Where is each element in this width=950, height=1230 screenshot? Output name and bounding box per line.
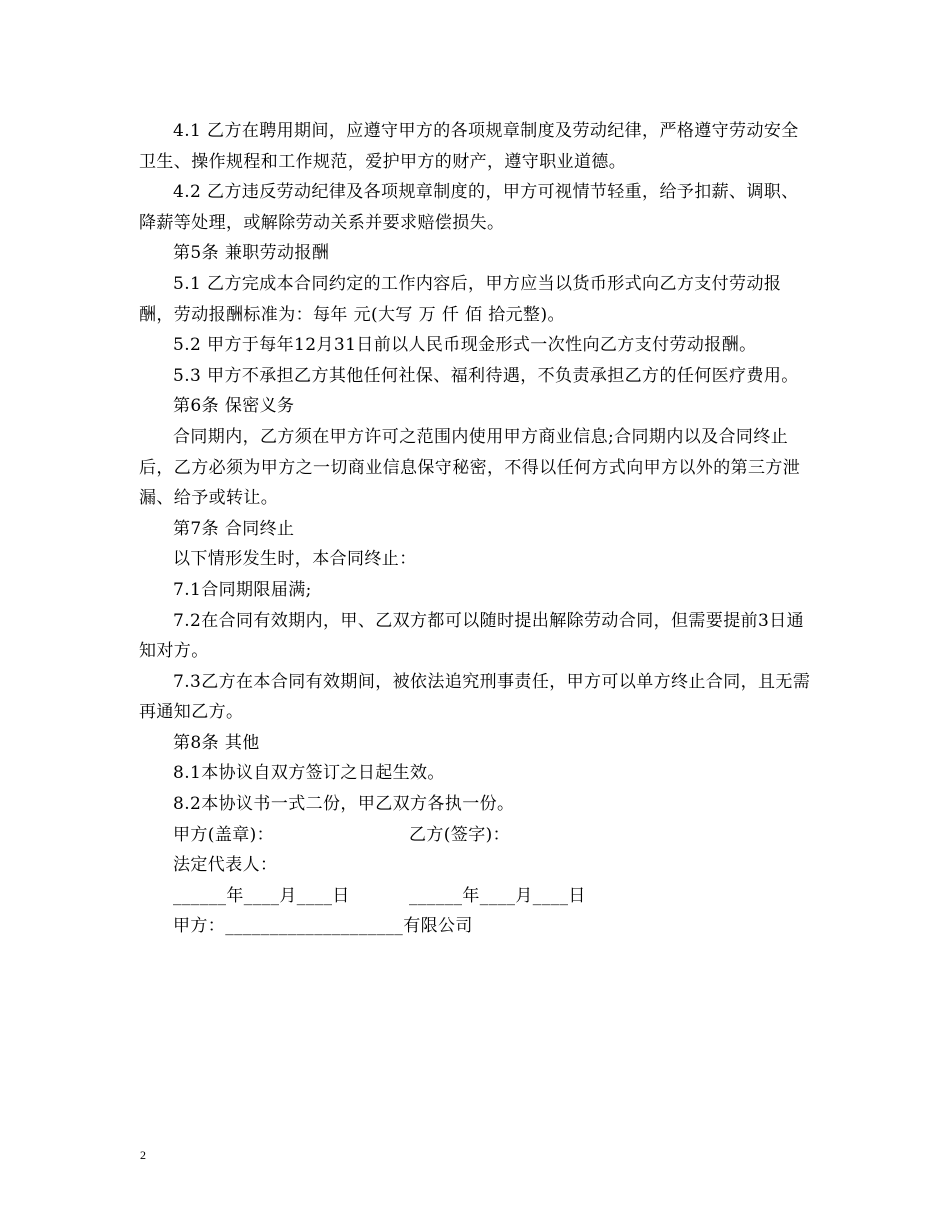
contract-body bbox=[139, 116, 811, 942]
party-b-date: ______年____月____日 bbox=[409, 885, 586, 906]
clause-8-1: 8.1本协议自双方签订之日起生效。 bbox=[173, 763, 445, 784]
clause-4-2: 4.2 乙方违反劳动纪律及各项规章制度的，甲方可视情节轻重，给予扣薪、调职、降薪等处理，或解除劳动关系并要求赔偿损失。 bbox=[139, 182, 799, 233]
company-name-row bbox=[139, 911, 811, 942]
legal-representative-label: 法定代表人： bbox=[173, 855, 278, 876]
clause-5-1: 5.1 乙方完成本合同约定的工作内容后，甲方应当以货币形式向乙方支付劳动报酬，劳动报酬标准为：每年 元(大写 万 仟 佰 拾元整)。 bbox=[139, 273, 782, 325]
clause-5-2: 5.2 甲方于每年12月31日前以人民币现金形式一次性向乙方支付劳动报酬。 bbox=[173, 335, 757, 356]
party-a-seal-label: 甲方(盖章)： bbox=[173, 824, 275, 845]
party-b-sign-label: 乙方(签字)： bbox=[409, 824, 511, 845]
article-6-heading: 第6条 保密义务 bbox=[173, 396, 295, 417]
clause-8-2: 8.2本协议书一式二份，甲乙双方各执一份。 bbox=[173, 794, 515, 815]
clause-7-2: 7.2在合同有效期内，甲、乙双方都可以随时提出解除劳动合同，但需要提前3日通知对方。 bbox=[139, 610, 805, 662]
clause-7-3: 7.3乙方在本合同有效期间，被依法追究刑事责任，甲方可以单方终止合同，且无需再通知乙方。 bbox=[139, 671, 811, 723]
page-number: 2 bbox=[140, 1148, 146, 1162]
company-name-line: 甲方：____________________有限公司 bbox=[173, 916, 473, 937]
clause-6: 合同期内，乙方须在甲方许可之范围内使用甲方商业信息;合同期内以及合同终止后，乙方必须为甲方之一切商业信息保守秘密，不得以任何方式向甲方以外的第三方泄漏、给予或转让。 bbox=[139, 426, 801, 509]
clause-4-1: 4.1 乙方在聘用期间，应遵守甲方的各项规章制度及劳动纪律，严格遵守劳动安全卫生、操作规程和工作规范，爱护甲方的财产，遵守职业道德。 bbox=[139, 121, 799, 172]
party-a-date: ______年____月____日 bbox=[173, 885, 350, 906]
article-5-heading: 第5条 兼职劳动报酬 bbox=[173, 243, 330, 264]
clause-7-1: 7.1合同期限届满; bbox=[173, 579, 312, 600]
legal-representative-row bbox=[139, 850, 811, 881]
signature-dates-row bbox=[139, 881, 811, 912]
article-7-heading: 第7条 合同终止 bbox=[173, 518, 295, 539]
clause-5-3: 5.3 甲方不承担乙方其他任何社保、福利待遇，不负责承担乙方的任何医疗费用。 bbox=[173, 365, 799, 386]
clause-7-intro: 以下情形发生时，本合同终止： bbox=[173, 549, 417, 570]
article-8-heading: 第8条 其他 bbox=[173, 732, 260, 753]
signature-parties-row bbox=[139, 820, 811, 851]
